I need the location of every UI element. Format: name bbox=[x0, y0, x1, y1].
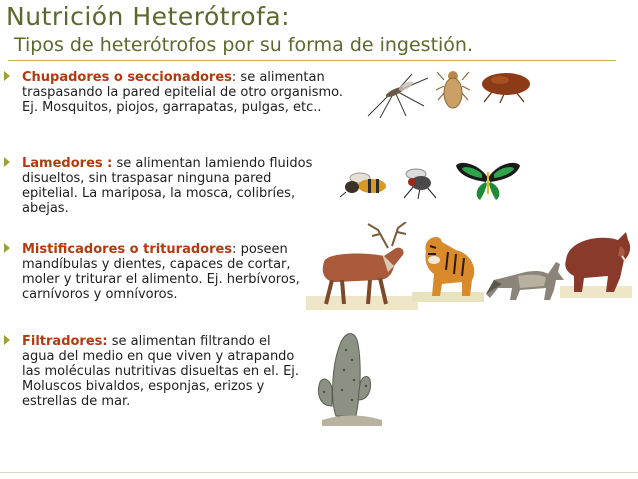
item-description: se alimentan filtrando el agua del medio en que viven y atrapando las moléculas nutritivas disueltas en el. Ej. Moluscos bivaldos, esponjas, erizos y estrellas de mar. bbox=[22, 334, 300, 409]
wolf-image bbox=[484, 240, 566, 302]
louse-image bbox=[436, 66, 470, 112]
tiger-image bbox=[412, 230, 484, 302]
item-description: se alimentan traspasando la pared epitelial de otro organismo. Ej. Mosquitos, piojos, garrapatas, pulgas, etc.. bbox=[22, 70, 343, 115]
item-text bbox=[22, 334, 304, 409]
mosquito-image bbox=[366, 70, 430, 120]
item-text bbox=[22, 242, 312, 302]
footer-divider bbox=[0, 472, 638, 473]
boar-image bbox=[560, 226, 632, 298]
sponge-image bbox=[312, 330, 384, 426]
bullet-icon bbox=[4, 157, 10, 167]
bullet-icon bbox=[4, 335, 10, 345]
bee-image bbox=[338, 170, 392, 198]
item-separator: : bbox=[231, 70, 237, 85]
flea-image bbox=[478, 70, 534, 104]
list-item-filtradores bbox=[4, 334, 304, 409]
item-term: Lamedores : bbox=[22, 156, 113, 171]
item-term: Filtradores: bbox=[22, 334, 108, 349]
butterfly-image bbox=[454, 160, 522, 202]
deer-image bbox=[306, 222, 418, 310]
list-item-lamedores bbox=[4, 156, 322, 216]
list-item-chupadores bbox=[4, 70, 352, 115]
slide-subtitle: Tipos de heterótrofos por su forma de ingestión. bbox=[14, 34, 474, 56]
slide-title: Nutrición Heterótrofa: bbox=[6, 2, 291, 31]
item-text bbox=[22, 156, 322, 216]
item-description: se alimentan lamiendo fluidos disueltos, sin traspasar ninguna pared epitelial. La mariposa, la mosca, colibríes, abejas. bbox=[22, 156, 313, 216]
list-item-mistificadores bbox=[4, 242, 312, 302]
title-divider bbox=[8, 60, 616, 61]
bullet-icon bbox=[4, 243, 10, 253]
item-separator: : bbox=[232, 242, 237, 257]
bullet-icon bbox=[4, 71, 10, 81]
item-description: poseen mandíbulas y dientes, capaces de cortar, moler y triturar el alimento. Ej. herbívoros, carnívoros y omnívoros. bbox=[22, 242, 300, 302]
item-text bbox=[22, 70, 352, 115]
item-term: Chupadores o seccionadores bbox=[22, 70, 232, 85]
fly-image bbox=[400, 164, 442, 200]
item-term: Mistificadores o trituradores bbox=[22, 242, 233, 257]
